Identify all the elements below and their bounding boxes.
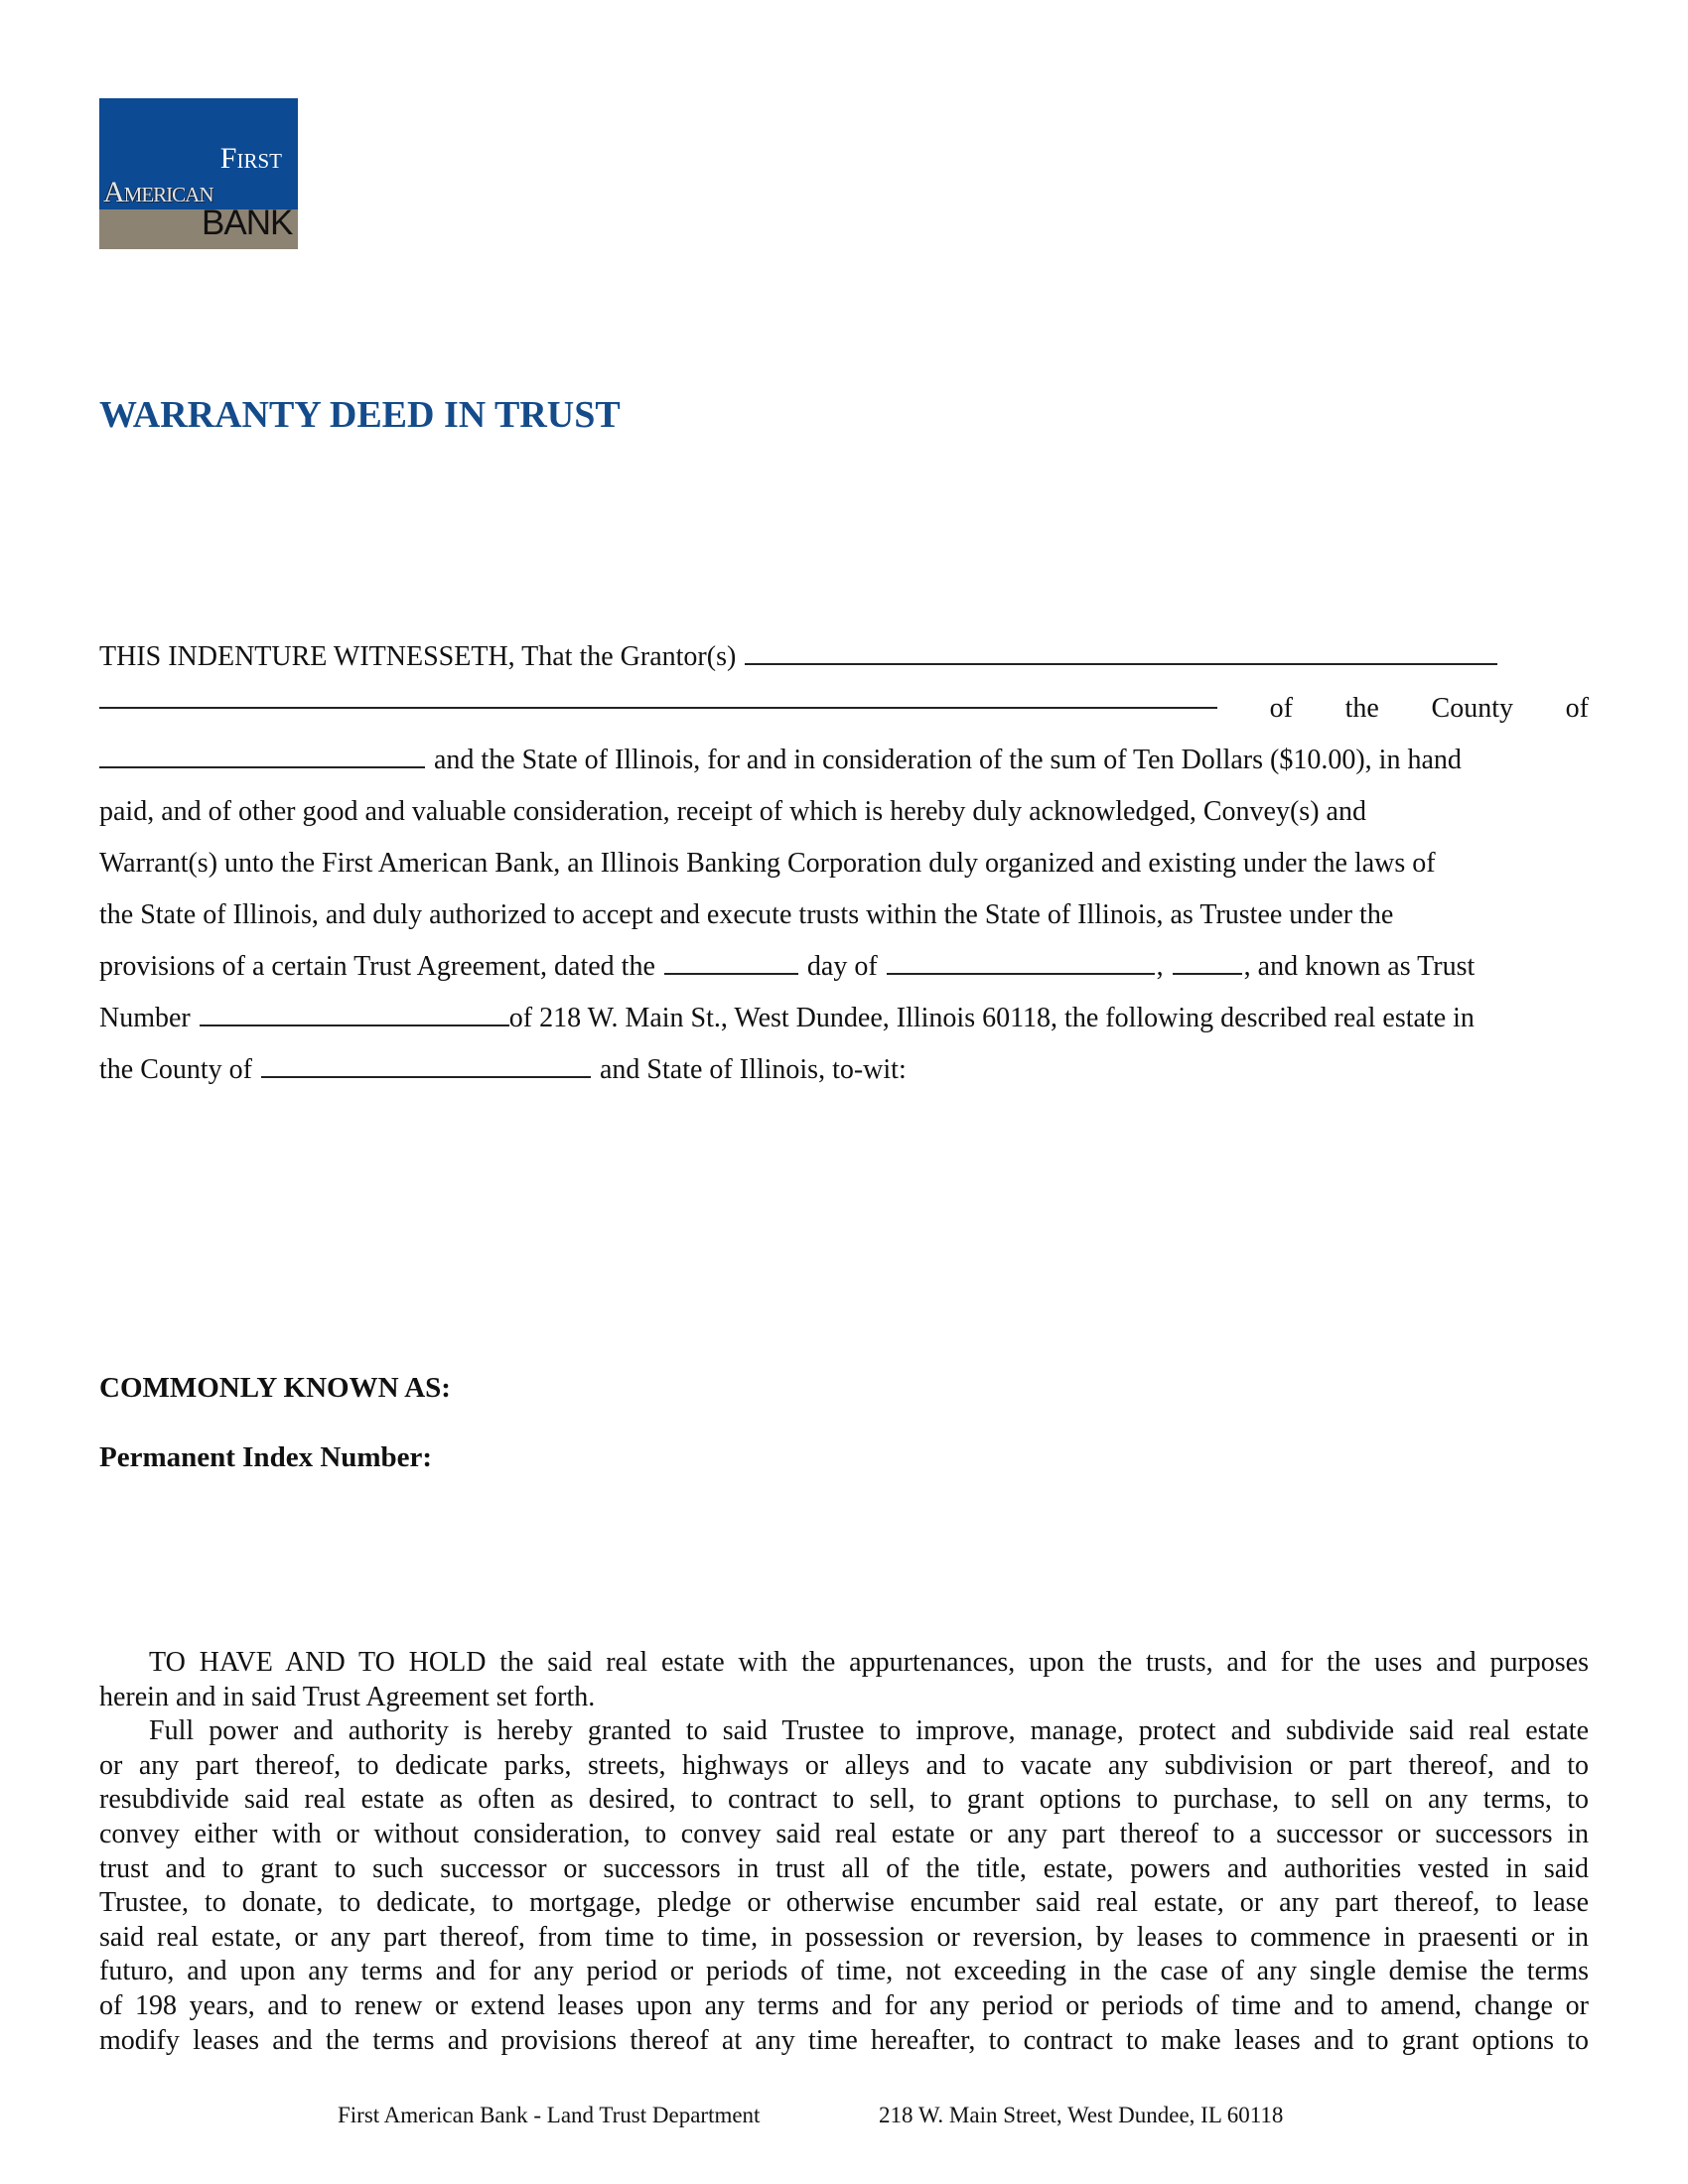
document-title: WARRANTY DEED IN TRUST (99, 394, 621, 436)
legal-line: of 198 years, and to renew or extend leases upon any terms and for any period or periods of time and to amend, change or (99, 1989, 1589, 2021)
trust-day-field[interactable] (664, 949, 798, 975)
footer-address: 218 W. Main Street, West Dundee, IL 60118 (879, 2103, 1284, 2127)
day-of-text: day of (806, 951, 878, 982)
indenture-line-6: the State of Illinois, and duly authorized to accept and execute trusts within the State of Illinois, as Trustee under the (99, 899, 1394, 930)
legal-line: resubdivide said real estate as often as desired, to contract to sell, to grant options to purchase, to sell on any terms, to (99, 1784, 1589, 1816)
indenture-consideration: and the State of Illinois, for and in consideration of the sum of Ten Dollars ($10.00), in hand (434, 745, 1462, 775)
trust-month-field[interactable] (887, 949, 1155, 975)
county-of-label: the County of (99, 1054, 252, 1085)
known-as-text: , and known as Trust (1243, 951, 1476, 982)
legal-line: modify leases and the terms and provisions thereof at any time hereafter, to contract to make leases and to grant options to (99, 2024, 1589, 2056)
legal-line: TO HAVE AND TO HOLD the said real estate with the appurtenances, upon the trusts, and for the uses and purposes (149, 1647, 1589, 1678)
indenture-line-4: paid, and of other good and valuable consideration, receipt of which is hereby duly acknowledged, Convey(s) and (99, 796, 1366, 827)
trust-number-field[interactable] (200, 1001, 509, 1026)
legal-line: Trustee, to donate, to dedicate, to mortgage, pledge or otherwise encumber said real estate, or any part thereof, to lease (99, 1887, 1589, 1919)
bank-logo (99, 98, 298, 249)
pin-label: Permanent Index Number: (99, 1441, 433, 1473)
indenture-line-7 (99, 941, 1589, 993)
state-to-wit-text: and State of Illinois, to-wit: (600, 1054, 907, 1085)
footer-department: First American Bank - Land Trust Department (338, 2103, 761, 2127)
logo-text-american: American (103, 176, 213, 208)
trust-agreement-text: provisions of a certain Trust Agreement, dated the (99, 951, 655, 982)
grantor-field-2[interactable] (99, 683, 1217, 709)
word-of-2: of (1565, 693, 1589, 724)
legal-line: convey either with or without consideration, to convey said real estate or any part thereof to a successor or successors in (99, 1818, 1589, 1849)
trust-year-field[interactable] (1173, 949, 1242, 975)
legal-line: Full power and authority is hereby granted to said Trustee to improve, manage, protect and subdivide said real estate (149, 1715, 1589, 1747)
indenture-line-3 (99, 735, 1589, 786)
grantor-field-1[interactable] (745, 639, 1497, 665)
indenture-line-5: Warrant(s) unto the First American Bank, an Illinois Banking Corporation duly organized and existing under the laws of (99, 848, 1436, 879)
logo-text-bank: BANK (202, 204, 293, 242)
legal-line: said real estate, or any part thereof, from time to time, in possession or reversion, by leases to commence in praesenti or in (99, 1921, 1589, 1953)
legal-line: herein and in said Trust Agreement set forth. (99, 1681, 596, 1712)
legal-line: trust and to grant to such successor or successors in trust all of the title, estate, powers and authorities vested in said (99, 1852, 1589, 1884)
word-county: County (1431, 693, 1513, 724)
grantor-county-field[interactable] (99, 743, 425, 768)
logo-text-first: First (219, 142, 282, 175)
trust-powers-text (99, 1646, 1589, 2058)
property-county-field[interactable] (261, 1052, 591, 1078)
indenture-line-8 (99, 993, 1589, 1044)
indenture-line-1 (99, 631, 1589, 683)
commonly-known-as-label: COMMONLY KNOWN AS: (99, 1372, 451, 1404)
number-label: Number (99, 1003, 191, 1033)
indenture-line-9 (99, 1044, 1589, 1096)
comma-text: , (1156, 951, 1164, 982)
indenture-intro: THIS INDENTURE WITNESSETH, That the Grantor(s) (99, 641, 737, 672)
legal-line: or any part thereof, to dedicate parks, streets, highways or alleys and to vacate any subdivision or part thereof, and to (99, 1749, 1589, 1781)
legal-line: futuro, and upon any terms and for any period or periods of time, not exceeding in the case of any single demise the terms (99, 1956, 1589, 1987)
indenture-line-2 (99, 683, 1589, 735)
word-of: of (1269, 693, 1293, 724)
word-the: the (1344, 693, 1379, 724)
address-text: of 218 W. Main St., West Dundee, Illinois 60118, the following described real estate in (508, 1003, 1475, 1033)
